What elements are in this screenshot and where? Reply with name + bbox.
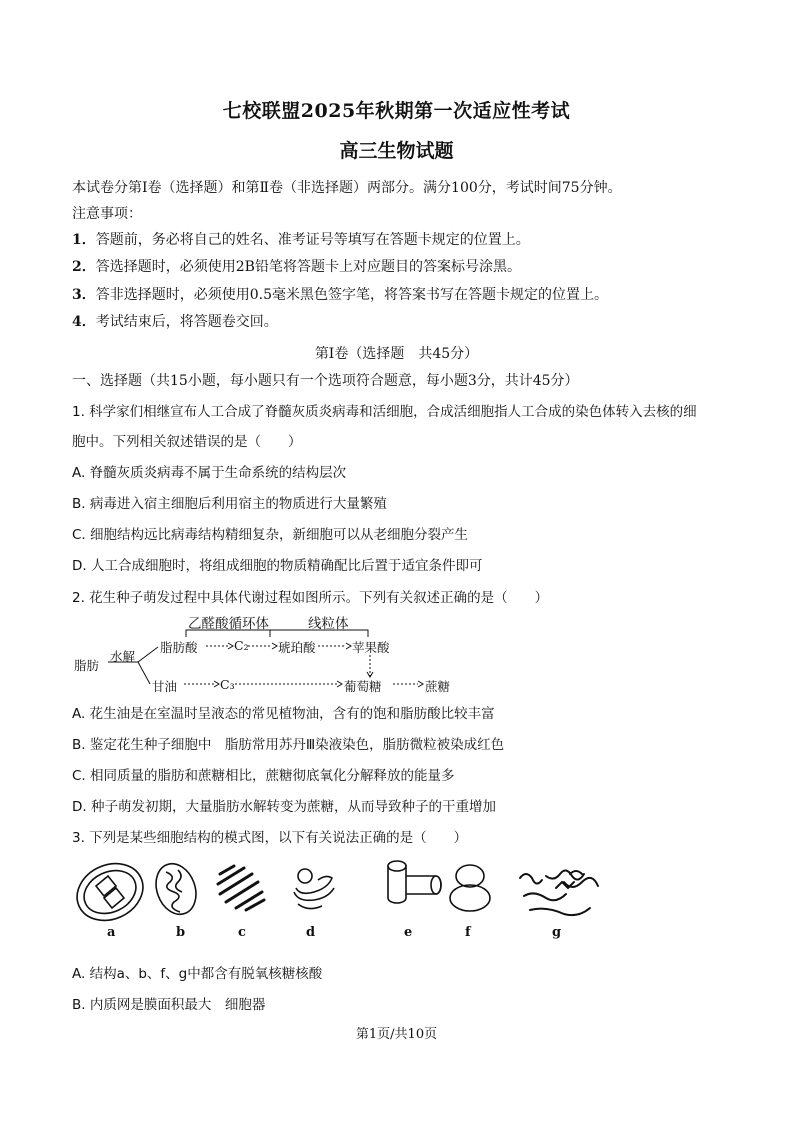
- exam-subtitle: 高三生物试题: [339, 140, 454, 162]
- question-2-option-a: A. 花生油是在室温时呈液态的常见植物油，含有的饱和脂肪酸比较丰富: [72, 706, 495, 722]
- question-2-option-c: C. 相同质量的脂肪和蔗糖相比，蔗糖彻底氧化分解释放的能量多: [72, 768, 455, 784]
- section-heading: 一、选择题（共15小题，每小题只有一个选项符合题意，每小题3分，共计45分）: [72, 373, 579, 389]
- figure-label-d: d: [306, 925, 316, 940]
- notice-title: 注意事项：: [72, 206, 142, 222]
- notice-item: 3．答非选择题时，必须使用0.5毫米黑色签字笔，将答案书写在答题卡规定的位置上。: [72, 287, 609, 303]
- cycle-label: 乙醛酸循环体: [188, 616, 269, 632]
- question-2-stem: 2. 花生种子萌发过程中具体代谢过程如图所示。下列有关叙述正确的是（ ）: [72, 590, 549, 606]
- structure-e-drawing: [388, 861, 441, 903]
- question-2-option-d: D. 种子萌发初期，大量脂肪水解转变为蔗糖，从而导致种子的干重增加: [72, 799, 496, 815]
- question-3-option-a: A. 结构a、b、f、g中都含有脱氧核糖核酸: [72, 966, 323, 982]
- notice-item: 2．答选择题时，必须使用2B铅笔将答题卡上对应题目的答案标号涂黑。: [72, 259, 521, 275]
- structure-g-drawing: [520, 870, 598, 915]
- sucrose-label: 蔗糖: [425, 679, 451, 694]
- question-2-option-b: B. 鉴定花生种子细胞中 脂肪常用苏丹Ⅲ染液染色，脂肪微粒被染成红色: [72, 737, 505, 753]
- question-1-option-c: C. 细胞结构远比病毒结构精细复杂，新细胞可以从老细胞分裂产生: [72, 527, 469, 543]
- figure-label-b: b: [176, 925, 186, 940]
- structure-a-drawing: [68, 853, 152, 931]
- question-3-stem: 3. 下列是某些细胞结构的模式图，以下有关说法正确的是（ ）: [72, 830, 468, 846]
- exam-title: 七校联盟2025年秋期第一次适应性考试: [222, 100, 571, 122]
- page-footer: 第1页/共10页: [355, 1027, 438, 1042]
- structure-b-drawing: [149, 858, 202, 920]
- malate-label: 苹果酸: [352, 640, 390, 655]
- figure-label-a: a: [107, 925, 116, 940]
- question-1-stem: 1. 科学家们相继宣布人工合成了脊髓灰质炎病毒和活细胞，合成活细胞指人工合成的染色体转入去核的细: [72, 404, 697, 420]
- figure-label-c: c: [238, 925, 246, 940]
- glucose-label: 葡萄糖: [344, 679, 382, 694]
- figure-label-g: g: [552, 925, 562, 940]
- fatty-acid-label: 脂肪酸: [160, 640, 198, 655]
- notice-item: 4．考试结束后，将答题卷交回。: [72, 314, 278, 330]
- question-3-option-b: B. 内质网是膜面积最大 细胞器: [72, 997, 266, 1013]
- structure-f-drawing: [450, 865, 490, 911]
- glycerol-label: 甘油: [152, 679, 178, 694]
- section-title: 第Ⅰ卷（选择题 共45分）: [314, 346, 479, 362]
- notice-item: 1．答题前，务必将自己的姓名、准考证号等填写在答题卡规定的位置上。: [72, 232, 530, 248]
- fat-label: 脂肪: [74, 658, 100, 673]
- structure-d-drawing: [294, 869, 334, 909]
- question-1-option-a: A. 脊髓灰质炎病毒不属于生命系统的结构层次: [72, 465, 347, 481]
- succinate-label: 琥珀酸: [278, 640, 316, 655]
- question-1-option-b: B. 病毒进入宿主细胞后利用宿主的物质进行大量繁殖: [72, 496, 387, 512]
- question-1-option-d: D. 人工合成细胞时，将组成细胞的物质精确配比后置于适宜条件即可: [72, 558, 483, 574]
- mitochondria-label: 线粒体: [308, 616, 349, 632]
- hydrolysis-label: 水解: [110, 649, 136, 664]
- structure-c-drawing: [218, 866, 264, 910]
- intro-text: 本试卷分第Ⅰ卷（选择题）和第Ⅱ卷（非选择题）两部分。满分100分，考试时间75分钟。: [72, 180, 622, 196]
- question-1-stem-cont: 胞中。下列相关叙述错误的是（ ）: [72, 434, 302, 450]
- c3-label: C₃: [220, 677, 235, 692]
- figure-label-e: e: [404, 925, 413, 940]
- c2-label: C₂: [234, 638, 249, 653]
- figure-label-f: f: [465, 925, 471, 940]
